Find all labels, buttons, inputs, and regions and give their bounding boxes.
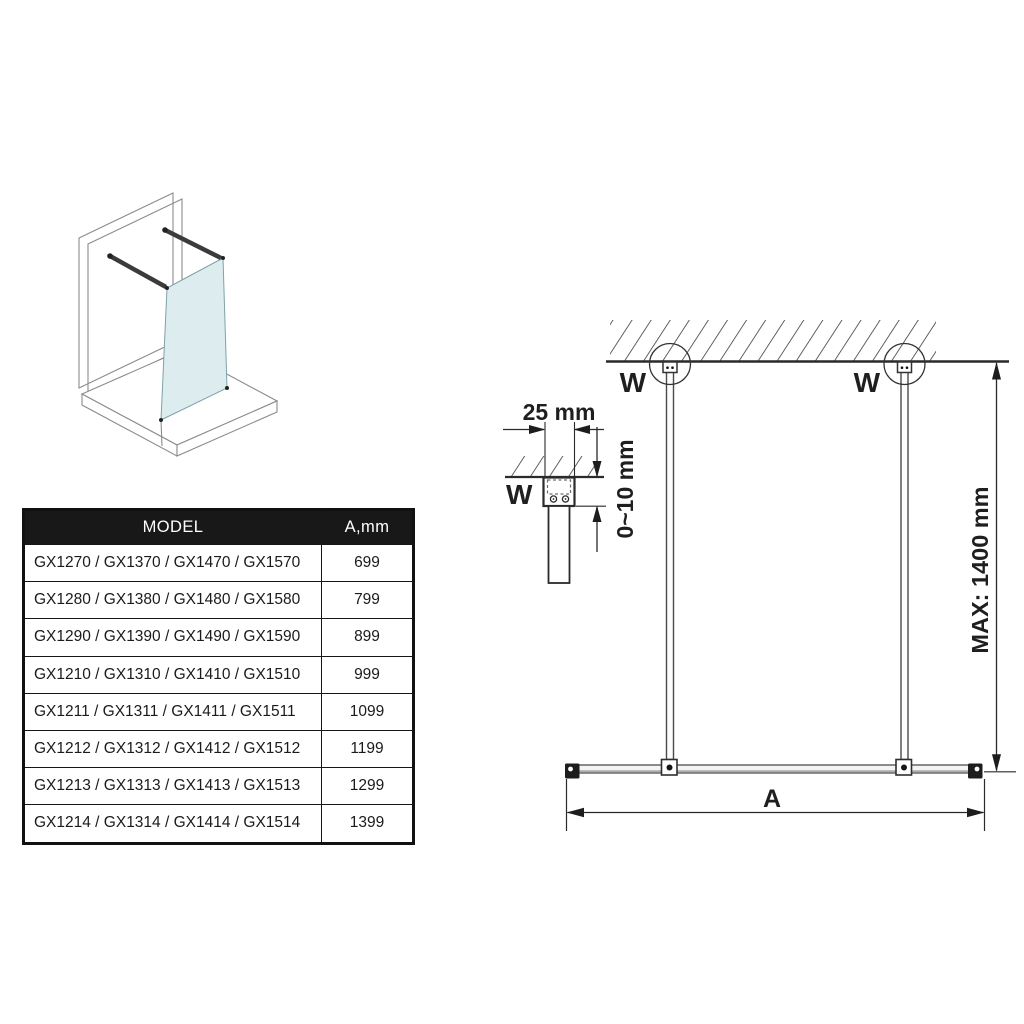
table-row <box>24 619 414 656</box>
ceiling-hatch <box>610 320 936 362</box>
end-cap-left <box>565 764 580 779</box>
model-cell: GX1211 / GX1311 / GX1411 / GX1511 <box>24 693 322 730</box>
w-label-right: W <box>853 367 880 398</box>
bracket-screw-dot <box>666 366 669 369</box>
detail-ceiling-hatch <box>508 456 597 477</box>
a-mm-cell: 1299 <box>322 768 414 805</box>
model-cell: GX1270 / GX1370 / GX1470 / GX1570 <box>24 545 322 582</box>
model-cell: GX1213 / GX1313 / GX1413 / GX1513 <box>24 768 322 805</box>
a-mm-cell: 799 <box>322 582 414 619</box>
support-bar-right <box>901 362 908 760</box>
table-row <box>24 768 414 805</box>
wall-anchor-dot <box>107 253 113 259</box>
glass-corner-dot <box>225 386 229 390</box>
spec-table-body <box>24 545 414 844</box>
iso-view <box>79 193 277 456</box>
a-mm-cell: 1099 <box>322 693 414 730</box>
table-row <box>24 656 414 693</box>
model-cell: GX1210 / GX1310 / GX1410 / GX1510 <box>24 656 322 693</box>
arrowhead-left <box>567 808 585 818</box>
detail-support-bar <box>549 506 570 583</box>
table-header-row <box>24 510 414 545</box>
bracket-screw-dot <box>671 366 674 369</box>
max-height-label: MAX: 1400 mm <box>967 486 993 654</box>
model-cell: GX1212 / GX1312 / GX1412 / GX1512 <box>24 730 322 767</box>
arrowhead-down <box>992 754 1001 772</box>
end-cap-right <box>968 764 983 779</box>
table-row <box>24 582 414 619</box>
clamp-screw <box>667 765 673 771</box>
arrowhead-up <box>593 506 602 523</box>
model-cell: GX1214 / GX1314 / GX1414 / GX1514 <box>24 805 322 843</box>
model-column-header: MODEL <box>24 510 322 545</box>
table-row <box>24 693 414 730</box>
a-mm-cell: 1399 <box>322 805 414 843</box>
detail-bracket-body <box>544 478 575 507</box>
front-view <box>565 320 1016 831</box>
a-dimension-label: A <box>762 785 782 813</box>
glass-corner-dot <box>159 418 163 422</box>
arrowhead-left <box>574 425 591 434</box>
end-cap-hole <box>568 767 573 772</box>
glass-corner-dot <box>221 256 225 260</box>
end-cap-hole <box>975 767 980 772</box>
a-mm-column-header: A,mm <box>322 510 414 545</box>
model-cell: GX1290 / GX1390 / GX1490 / GX1590 <box>24 619 322 656</box>
detail-width-label: 25 mm <box>522 399 596 425</box>
gap-dimension-label: 0~10 mm <box>612 439 638 539</box>
bracket-screw-dot <box>906 366 909 369</box>
support-bar-left <box>667 362 674 760</box>
table-row <box>24 805 414 843</box>
a-mm-cell: 999 <box>322 656 414 693</box>
arrowhead-right <box>529 425 546 434</box>
table-row <box>24 545 414 582</box>
model-spec-table <box>22 508 415 845</box>
a-mm-cell: 699 <box>322 545 414 582</box>
wall-bracket-left <box>663 362 677 373</box>
arrowhead-up <box>992 362 1001 380</box>
a-mm-cell: 1199 <box>322 730 414 767</box>
wall-bracket-right <box>898 362 912 373</box>
arrowhead-right <box>967 808 985 818</box>
wall-anchor-dot <box>162 227 168 233</box>
glass-corner-dot <box>165 286 169 290</box>
a-mm-cell: 899 <box>322 619 414 656</box>
detail-screw-dot <box>565 498 567 500</box>
table-row <box>24 730 414 767</box>
detail-w-label: W <box>506 479 533 510</box>
bracket-detail-view <box>503 399 638 583</box>
detail-screw-dot <box>553 498 555 500</box>
bracket-screw-dot <box>901 366 904 369</box>
clamp-screw <box>901 765 907 771</box>
w-label-left: W <box>619 367 646 398</box>
model-cell: GX1280 / GX1380 / GX1480 / GX1580 <box>24 582 322 619</box>
